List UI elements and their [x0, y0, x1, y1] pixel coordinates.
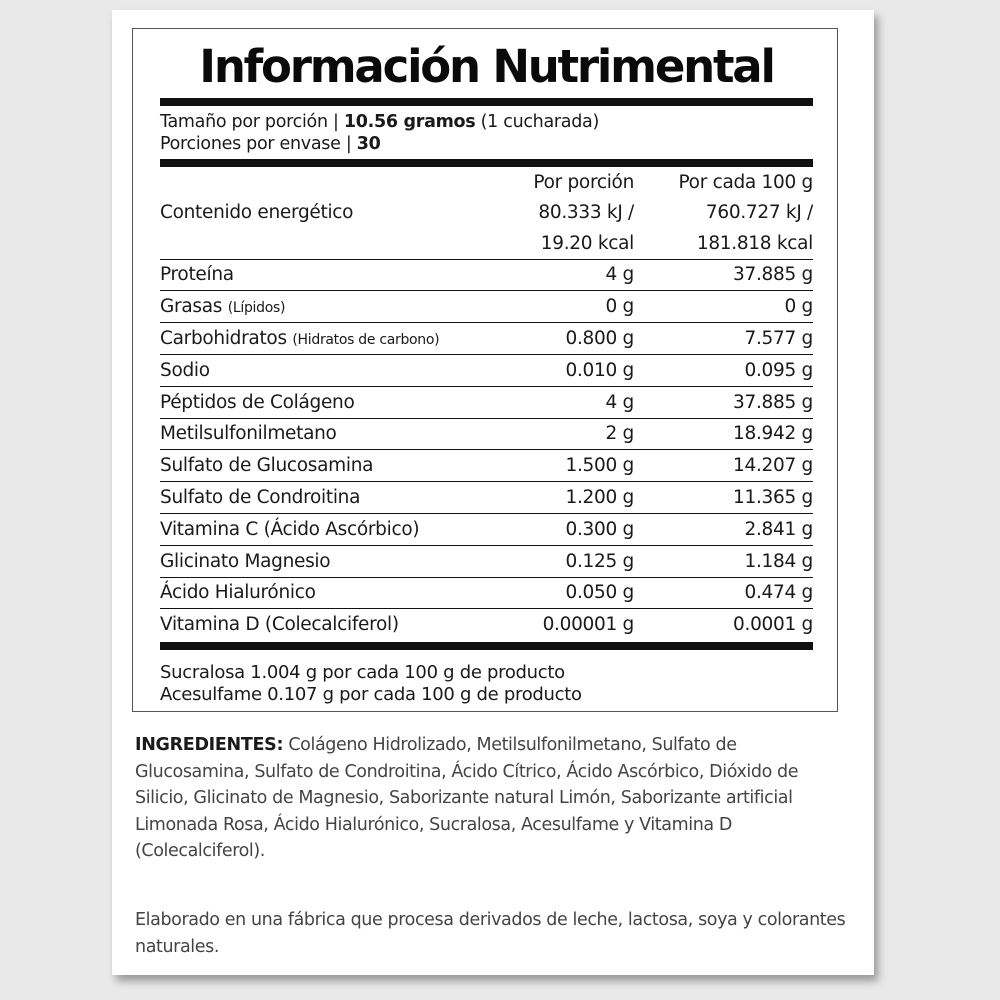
nutrient-name: Ácido Hialurónico: [160, 577, 500, 609]
nutrient-row: [160, 545, 813, 577]
nutrient-name: Vitamina C (Ácido Ascórbico): [160, 513, 500, 545]
acesulfame-note: Acesulfame 0.107 g por cada 100 g de producto: [160, 684, 582, 706]
nutrient-name: Sulfato de Glucosamina: [160, 450, 500, 482]
nutrient-per100: 2.841 g: [634, 513, 813, 545]
nutrient-name: Carbohidratos (Hidratos de carbono): [160, 323, 500, 355]
nutrient-per100: 11.365 g: [634, 482, 813, 514]
sweetener-footnotes: [160, 650, 813, 706]
nutrient-row: [160, 386, 813, 418]
nutrient-note: (Hidratos de carbono): [292, 332, 440, 349]
energy-per100-kj: 760.727 kJ /: [705, 201, 813, 223]
serving-size-value: 10.56 gramos: [343, 112, 476, 132]
nutrient-row: [160, 354, 813, 386]
nutrient-name: Péptidos de Colágeno: [160, 386, 500, 418]
nutrient-row: [160, 418, 813, 450]
nutrition-facts-panel: [132, 28, 838, 712]
nutrient-name: Sulfato de Condroitina: [160, 482, 500, 514]
nutrient-row: [160, 577, 813, 609]
nutrient-serving: 2 g: [500, 418, 634, 450]
energy-label: Contenido energético: [160, 201, 354, 223]
ingredients-label: INGREDIENTES:: [135, 735, 284, 755]
nutrient-row: [160, 291, 813, 323]
servings-per-container: [160, 133, 813, 155]
nutrient-name: Glicinato Magnesio: [160, 545, 500, 577]
sucralose-note: Sucralosa 1.004 g por cada 100 g de producto: [160, 662, 565, 684]
energy-per100-kcal: 181.818 kcal: [696, 232, 813, 254]
nutrient-serving: 0.010 g: [500, 354, 634, 386]
nutrient-row: [160, 609, 813, 640]
serving-size: [160, 111, 813, 133]
nutrient-per100: 14.207 g: [634, 450, 813, 482]
nutrient-serving: 0.050 g: [500, 577, 634, 609]
nutrient-per100: 0.474 g: [634, 577, 813, 609]
panel-title: Información Nutrimental: [199, 40, 774, 93]
nutrient-row: [160, 482, 813, 514]
nutrient-name: Vitamina D (Colecalciferol): [160, 609, 500, 640]
serving-size-label: Tamaño por porción |: [160, 112, 344, 132]
nutrient-serving: 4 g: [500, 386, 634, 418]
nutrient-name: Sodio: [160, 354, 500, 386]
nutrient-table: [160, 167, 813, 640]
nutrient-row: [160, 450, 813, 482]
label-card: [112, 10, 874, 975]
nutrient-serving: 4 g: [500, 259, 634, 291]
servings-value: 30: [356, 134, 381, 154]
nutrient-note: (Lípidos): [227, 300, 286, 317]
thick-divider: [160, 159, 813, 167]
nutrient-name: Metilsulfonilmetano: [160, 418, 500, 450]
nutrient-row: [160, 323, 813, 355]
nutrient-per100: 7.577 g: [634, 323, 813, 355]
nutrient-per100: 0.095 g: [634, 354, 813, 386]
nutrient-serving: 0.300 g: [500, 513, 634, 545]
servings-label: Porciones por envase |: [160, 134, 357, 154]
nutrient-serving: 0.800 g: [500, 323, 634, 355]
energy-kcal-row: [160, 228, 813, 259]
nutrient-serving: 0.00001 g: [500, 609, 634, 640]
nutrient-serving: 1.200 g: [500, 482, 634, 514]
nutrient-row: [160, 513, 813, 545]
serving-size-note: (1 cucharada): [475, 112, 599, 132]
energy-row: [160, 197, 813, 228]
allergen-statement: Elaborado en una fábrica que procesa derivados de leche, lactosa, soya y colorantes naturales.: [135, 910, 846, 957]
nutrient-serving: 0 g: [500, 291, 634, 323]
nutrient-per100: 37.885 g: [634, 386, 813, 418]
nutrient-name: Proteína: [160, 259, 500, 291]
thick-divider: [160, 98, 813, 106]
per-serving-header: Por porción: [533, 171, 634, 193]
nutrient-per100: 1.184 g: [634, 545, 813, 577]
nutrient-per100: 18.942 g: [634, 418, 813, 450]
nutrient-per100: 0.0001 g: [634, 609, 813, 640]
thick-divider: [160, 642, 813, 650]
column-header-row: [160, 167, 813, 197]
nutrient-row: [160, 259, 813, 291]
energy-serving-kj: 80.333 kJ /: [538, 201, 634, 223]
per-100g-header: Por cada 100 g: [678, 171, 813, 193]
ingredients-text: Colágeno Hidrolizado, Metilsulfonilmetano, Sulfato de Glucosamina, Sulfato de Condroitina, Ácido Cítrico, Ácido Ascórbico, Dióxido de Silicio, Glicinato de Magnesio, Saborizante natural Limón, Saborizante artificial Limonada Rosa, Ácido Hialurónico, Sucralosa, Acesulfame y Vitamina D (Colecalciferol).: [135, 735, 799, 861]
energy-serving-kcal: 19.20 kcal: [540, 232, 634, 254]
serving-info: [160, 106, 813, 159]
nutrient-per100: 37.885 g: [634, 259, 813, 291]
nutrient-name: Grasas (Lípidos): [160, 291, 500, 323]
nutrient-per100: 0 g: [634, 291, 813, 323]
nutrient-serving: 1.500 g: [500, 450, 634, 482]
ingredients-paragraph: [135, 732, 855, 865]
nutrient-serving: 0.125 g: [500, 545, 634, 577]
